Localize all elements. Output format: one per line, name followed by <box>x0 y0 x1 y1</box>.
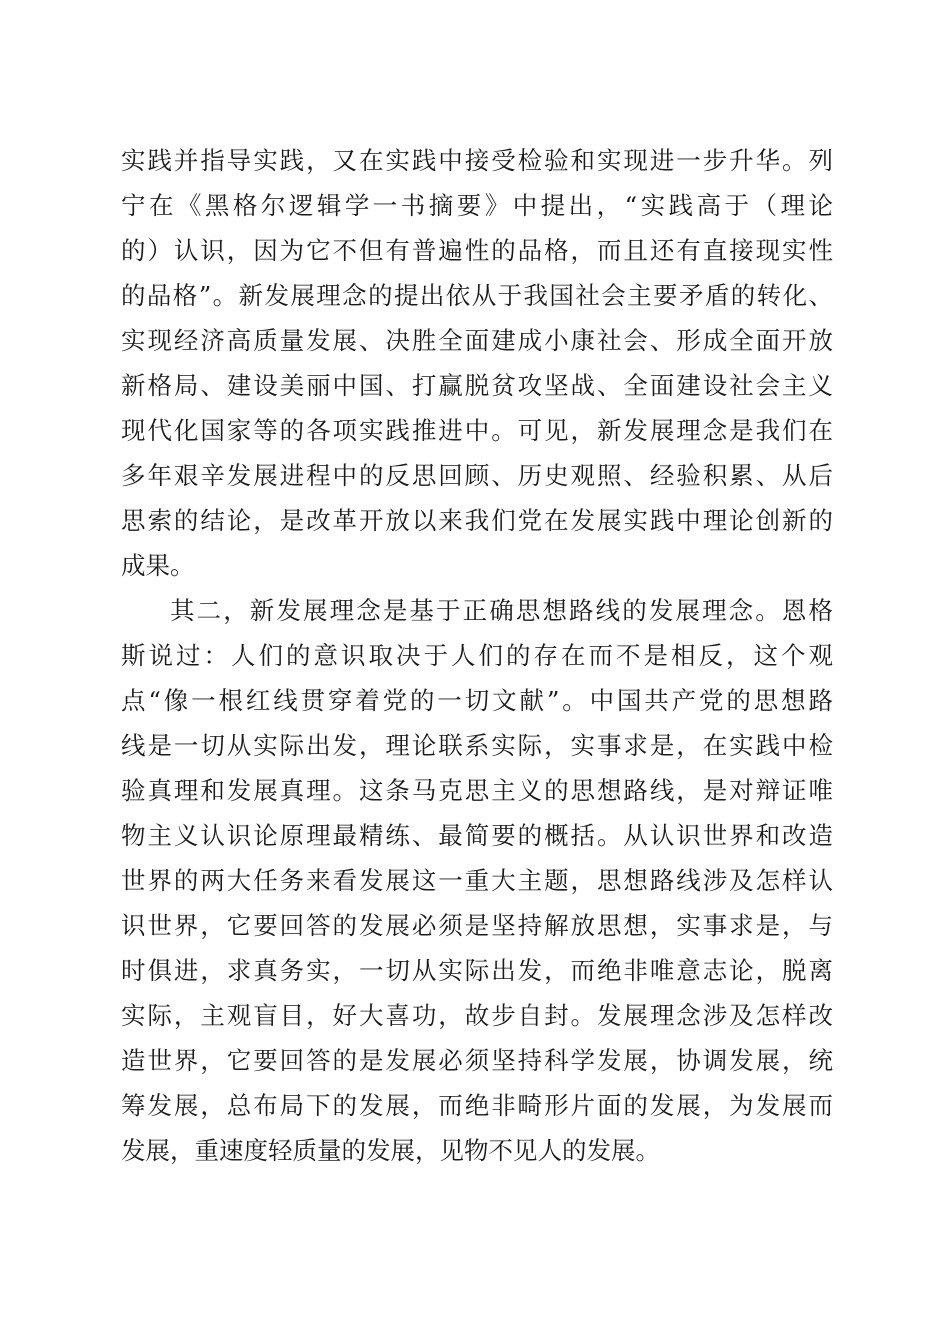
text-line: 验真理和发展真理。这条马克思主义的思想路线，是对辩证唯 <box>121 776 833 805</box>
text-line: 识世界，它要回答的发展必须是坚持解放思想，实事求是，与 <box>121 911 833 940</box>
text-line: 实现经济高质量发展、决胜全面建成小康社会、形成全面开放 <box>121 326 833 355</box>
paragraph-end-line: 发展，重速度轻质量的发展，见物不见人的发展。 <box>121 1136 660 1165</box>
text-line: 多年艰辛发展进程中的反思回顾、历史观照、经验积累、从后 <box>121 461 833 490</box>
text-line: 的品格”。新发展理念的提出依从于我国社会主要矛盾的转化、 <box>121 281 833 310</box>
text-line: 筹发展，总布局下的发展，而绝非畸形片面的发展，为发展而 <box>121 1091 833 1120</box>
text-line: 点“像一根红线贯穿着党的一切文献”。中国共产党的思想路 <box>121 686 833 715</box>
body-text <box>121 138 833 1173</box>
text-line: 线是一切从实际出发，理论联系实际，实事求是，在实践中检 <box>121 731 833 760</box>
text-line: 实践并指导实践，又在实践中接受检验和实现进一步升华。列 <box>121 146 833 175</box>
text-line: 新格局、建设美丽中国、打赢脱贫攻坚战、全面建设社会主义 <box>121 371 833 400</box>
paragraph-end-line: 成果。 <box>121 551 195 580</box>
text-line: 的）认识，因为它不但有普遍性的品格，而且还有直接现实性 <box>121 236 833 265</box>
text-line: 物主义认识论原理最精练、最简要的概括。从认识世界和改造 <box>121 821 833 850</box>
text-line: 斯说过：人们的意识取决于人们的存在而不是相反，这个观 <box>121 641 833 670</box>
text-line: 造世界，它要回答的是发展必须坚持科学发展，协调发展，统 <box>121 1046 833 1075</box>
text-line: 宁在《黑格尔逻辑学一书摘要》中提出，“实践高于（理论 <box>121 191 833 220</box>
paragraph-start-line: 其二，新发展理念是基于正确思想路线的发展理念。恩格 <box>170 596 833 625</box>
text-line: 实际，主观盲目，好大喜功，故步自封。发展理念涉及怎样改 <box>121 1001 833 1030</box>
text-line: 现代化国家等的各项实践推进中。可见，新发展理念是我们在 <box>121 416 833 445</box>
text-line: 世界的两大任务来看发展这一重大主题，思想路线涉及怎样认 <box>121 866 833 895</box>
text-line: 时俱进，求真务实，一切从实际出发，而绝非唯意志论，脱离 <box>121 956 833 985</box>
text-line: 思索的结论，是改革开放以来我们党在发展实践中理论创新的 <box>121 506 833 535</box>
